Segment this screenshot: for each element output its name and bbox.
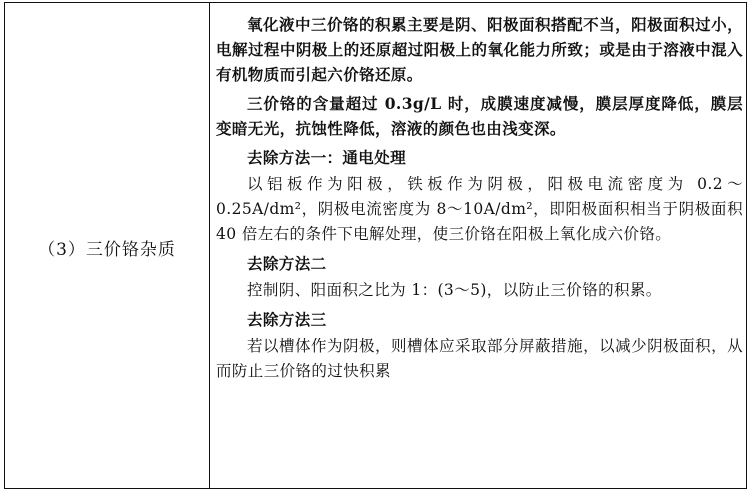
method1-text: 以铝板作为阳极，铁板作为阴极，阳极电流密度为 0.2～0.25A/dm²，阴极电流密度为 8～10A/dm²，即阳极面积相当于阴极面积 40 倍左右的条件下电解处理，使三价铬在阳极上氧化成六价铬。 [216, 175, 743, 243]
method1-title: 去除方法一：通电处理 [247, 148, 407, 167]
method3-title: 去除方法三 [247, 310, 327, 329]
column-divider [209, 3, 210, 488]
method3-text: 若以槽体作为阴极，则槽体应采取部分屏蔽措施，以减少阴极面积，从而防止三价铬的过快积累 [216, 337, 743, 380]
paragraph-effect: 三价铬的含量超过 0.3g/L 时，成膜速度减慢，膜层厚度降低，膜层变暗无光，抗蚀性降低，溶液的颜色也由浅变深。 [216, 94, 743, 138]
content-table [4, 2, 747, 489]
row-label: （3）三价铬杂质 [38, 240, 176, 260]
paragraph-cause: 氧化液中三价铬的积累主要是阴、阳极面积搭配不当，阳极面积过小，电解过程中阴极上的还原超过阳极上的氧化能力所致；或是由于溶液中混入有机物质而引起六价铬还原。 [216, 15, 743, 84]
method2-title: 去除方法二 [247, 254, 327, 273]
row-content [216, 12, 743, 388]
method2-text: 控制阴、阳面积之比为 1：(3～5)，以防止三价铬的积累。 [247, 281, 662, 299]
